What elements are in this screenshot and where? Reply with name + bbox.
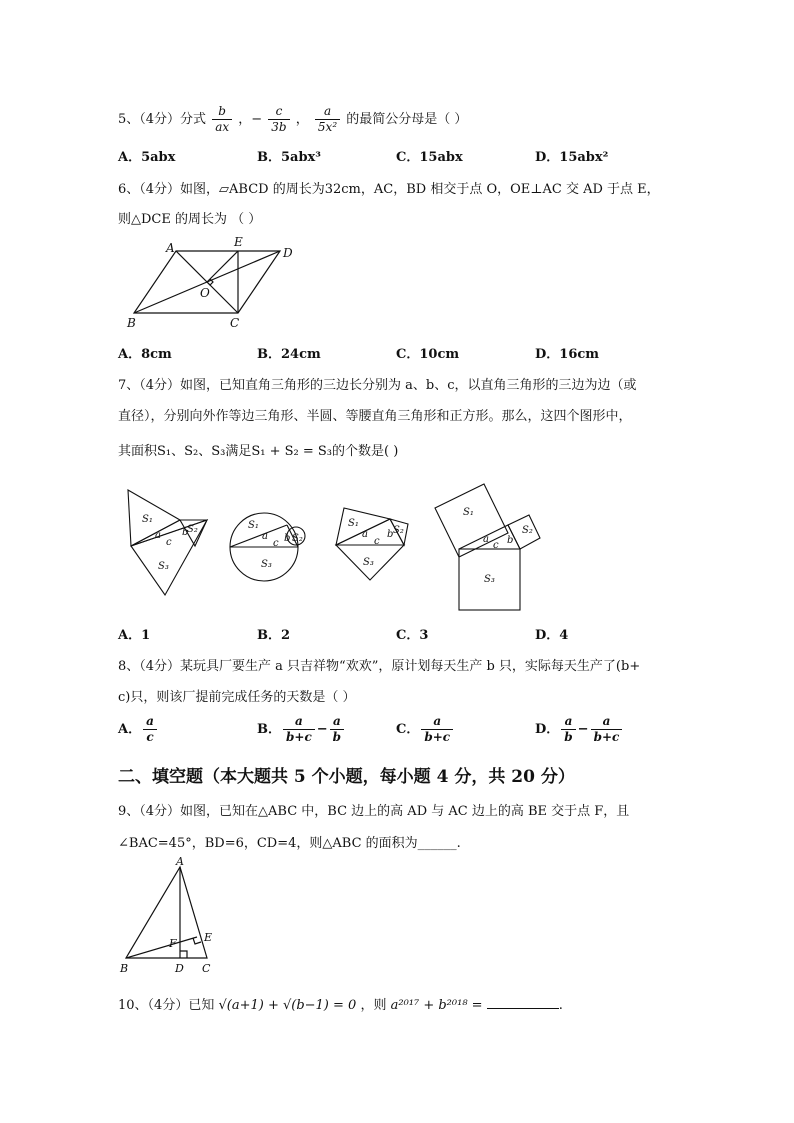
q9-label-f: F: [169, 937, 177, 950]
q6-label-e: E: [234, 235, 243, 249]
q7-f3-b: b: [387, 529, 394, 540]
q7-f4-c: c: [493, 540, 499, 551]
q9-label-c: C: [202, 962, 211, 975]
q8-line1: 8、（4分）某玩具厂要生产 a 只吉祥物“欢欢”，原计划每天生产 b 只，实际每天生产了(b+: [118, 659, 641, 674]
q7-f3-c: c: [374, 536, 380, 547]
q5-option-b[interactable]: B．5abx³: [257, 150, 321, 165]
q6-option-b[interactable]: B．24cm: [257, 347, 321, 362]
q5-fraction-3: $\frac{a}{\text{5x²}}$: [315, 104, 340, 135]
q7-f1-c: c: [166, 537, 172, 548]
q7-f4-s1: S₁: [463, 507, 474, 518]
q5-prefix: 5、（4分）分式: [118, 112, 207, 127]
q7-option-a[interactable]: A．1: [118, 628, 151, 643]
q6-label-d: D: [283, 246, 293, 260]
q10-expr: √(a+1) + √(b−1) = 0: [218, 998, 357, 1013]
q8-option-a[interactable]: A． $\frac{a}{c}$: [118, 714, 159, 745]
q7-line3: 其面积S₁、S₂、S₃满足S₁ + S₂ = S₃的个数是( ): [118, 444, 399, 459]
q7-f3-s1: S₁: [348, 518, 359, 529]
q10-mid: ，则: [360, 998, 387, 1013]
q6-label-o: O: [200, 286, 210, 300]
q5-sep2: ，: [295, 112, 309, 127]
q7-f2-a: a: [262, 531, 268, 542]
q7-f4-s3: S₃: [484, 574, 495, 585]
q6-option-c[interactable]: C．10cm: [396, 347, 460, 362]
q5-fraction-2: $\frac{c}{3b}$: [268, 104, 289, 135]
q7-line1: 7、（4分）如图，已知直角三角形的三边长分别为 a、b、c，以直角三角形的三边为边（或: [118, 378, 637, 393]
q10-stem: [118, 994, 563, 1013]
q10-expr2: a²⁰¹⁷ + b²⁰¹⁸ =: [390, 998, 483, 1013]
q7-f2-c: c: [273, 538, 279, 549]
q7-f3-s3: S₃: [363, 557, 374, 568]
q8-line2: c)只，则该厂提前完成任务的天数是（ ）: [118, 690, 356, 705]
q9-triangle-figure: [118, 855, 228, 977]
q7-f2-s3: S₃: [261, 559, 272, 570]
q8-option-b[interactable]: B． $\frac{a}{b+c}$ − $\frac{a}{b}$: [257, 714, 346, 745]
q5-option-a[interactable]: A．5abx: [118, 150, 176, 165]
q9-line1: 9、（4分）如图，已知在△ABC 中，BC 边上的高 AD 与 AC 边上的高 BE 交于点 F，且: [118, 804, 630, 819]
section-2-title: 二、填空题（本大题共 5 个小题，每小题 4 分，共 20 分）: [118, 767, 575, 787]
q8-option-d[interactable]: D． $\frac{a}{b}$ − $\frac{a}{b+c}$: [535, 714, 624, 745]
q10-suffix: .: [558, 998, 563, 1013]
q7-f1-a: a: [155, 530, 161, 541]
q5-option-c[interactable]: C．15abx: [396, 150, 463, 165]
q7-f1-b: b: [182, 527, 189, 538]
q9-label-d: D: [175, 962, 184, 975]
q5-sep1: ，−: [238, 112, 263, 127]
q7-figure-iso-triangles: [330, 500, 415, 590]
q10-answer-blank[interactable]: [487, 1008, 559, 1009]
q7-figure-triangles: [120, 485, 220, 600]
q5-fraction-1: $\frac{b}{ax}$: [212, 104, 232, 135]
q7-option-d[interactable]: D．4: [535, 628, 569, 643]
q7-f2-s2: S₂: [292, 533, 303, 544]
q6-option-a[interactable]: A．8cm: [118, 347, 172, 362]
q7-option-b[interactable]: B．2: [257, 628, 291, 643]
q7-f4-a: a: [483, 534, 489, 545]
q9-line2: ∠BAC=45°，BD=6，CD=4，则△ABC 的面积为______.: [118, 836, 461, 851]
q10-prefix: 10、（4分）已知: [118, 998, 215, 1013]
q7-option-c[interactable]: C．3: [396, 628, 429, 643]
q7-f3-s2: S₂: [393, 525, 404, 536]
q6-label-a: A: [166, 241, 175, 255]
q6-label-c: C: [230, 316, 240, 330]
q7-f3-a: a: [362, 529, 368, 540]
q7-f1-s1: S₁: [142, 514, 153, 525]
q7-figure-squares: [425, 483, 555, 613]
q6-label-b: B: [127, 316, 136, 330]
q7-f1-s2: S₂: [187, 524, 198, 535]
q7-f4-b: b: [507, 535, 514, 546]
q6-parallelogram-figure: [122, 235, 302, 335]
q9-label-a: A: [176, 855, 184, 868]
q7-f4-s2: S₂: [522, 525, 533, 536]
q5-suffix: 的最简公分母是（ ）: [346, 112, 468, 127]
q7-line2: 直径），分别向外作等边三角形、半圆、等腰直角三角形和正方形。那么，这四个图形中，: [118, 409, 632, 424]
q5-option-d[interactable]: D．15abx²: [535, 150, 609, 165]
q6-option-d[interactable]: D．16cm: [535, 347, 600, 362]
q7-f2-s1: S₁: [248, 520, 259, 531]
q5-stem: [118, 104, 467, 135]
q7-f1-s3: S₃: [158, 561, 169, 572]
q7-figure-semicircles: [226, 495, 316, 585]
q8-option-c[interactable]: C． $\frac{a}{b+c}$: [396, 714, 455, 745]
q7-f2-b: b: [284, 533, 291, 544]
q6-line2: 则△DCE 的周长为 （ ）: [118, 212, 262, 227]
q9-label-e: E: [204, 931, 213, 944]
q6-line1: 6、（4分）如图，▱ABCD 的周长为32cm，AC，BD 相交于点 O，OE⊥AC 交 AD 于点 E，: [118, 182, 660, 197]
q9-label-b: B: [120, 962, 129, 975]
